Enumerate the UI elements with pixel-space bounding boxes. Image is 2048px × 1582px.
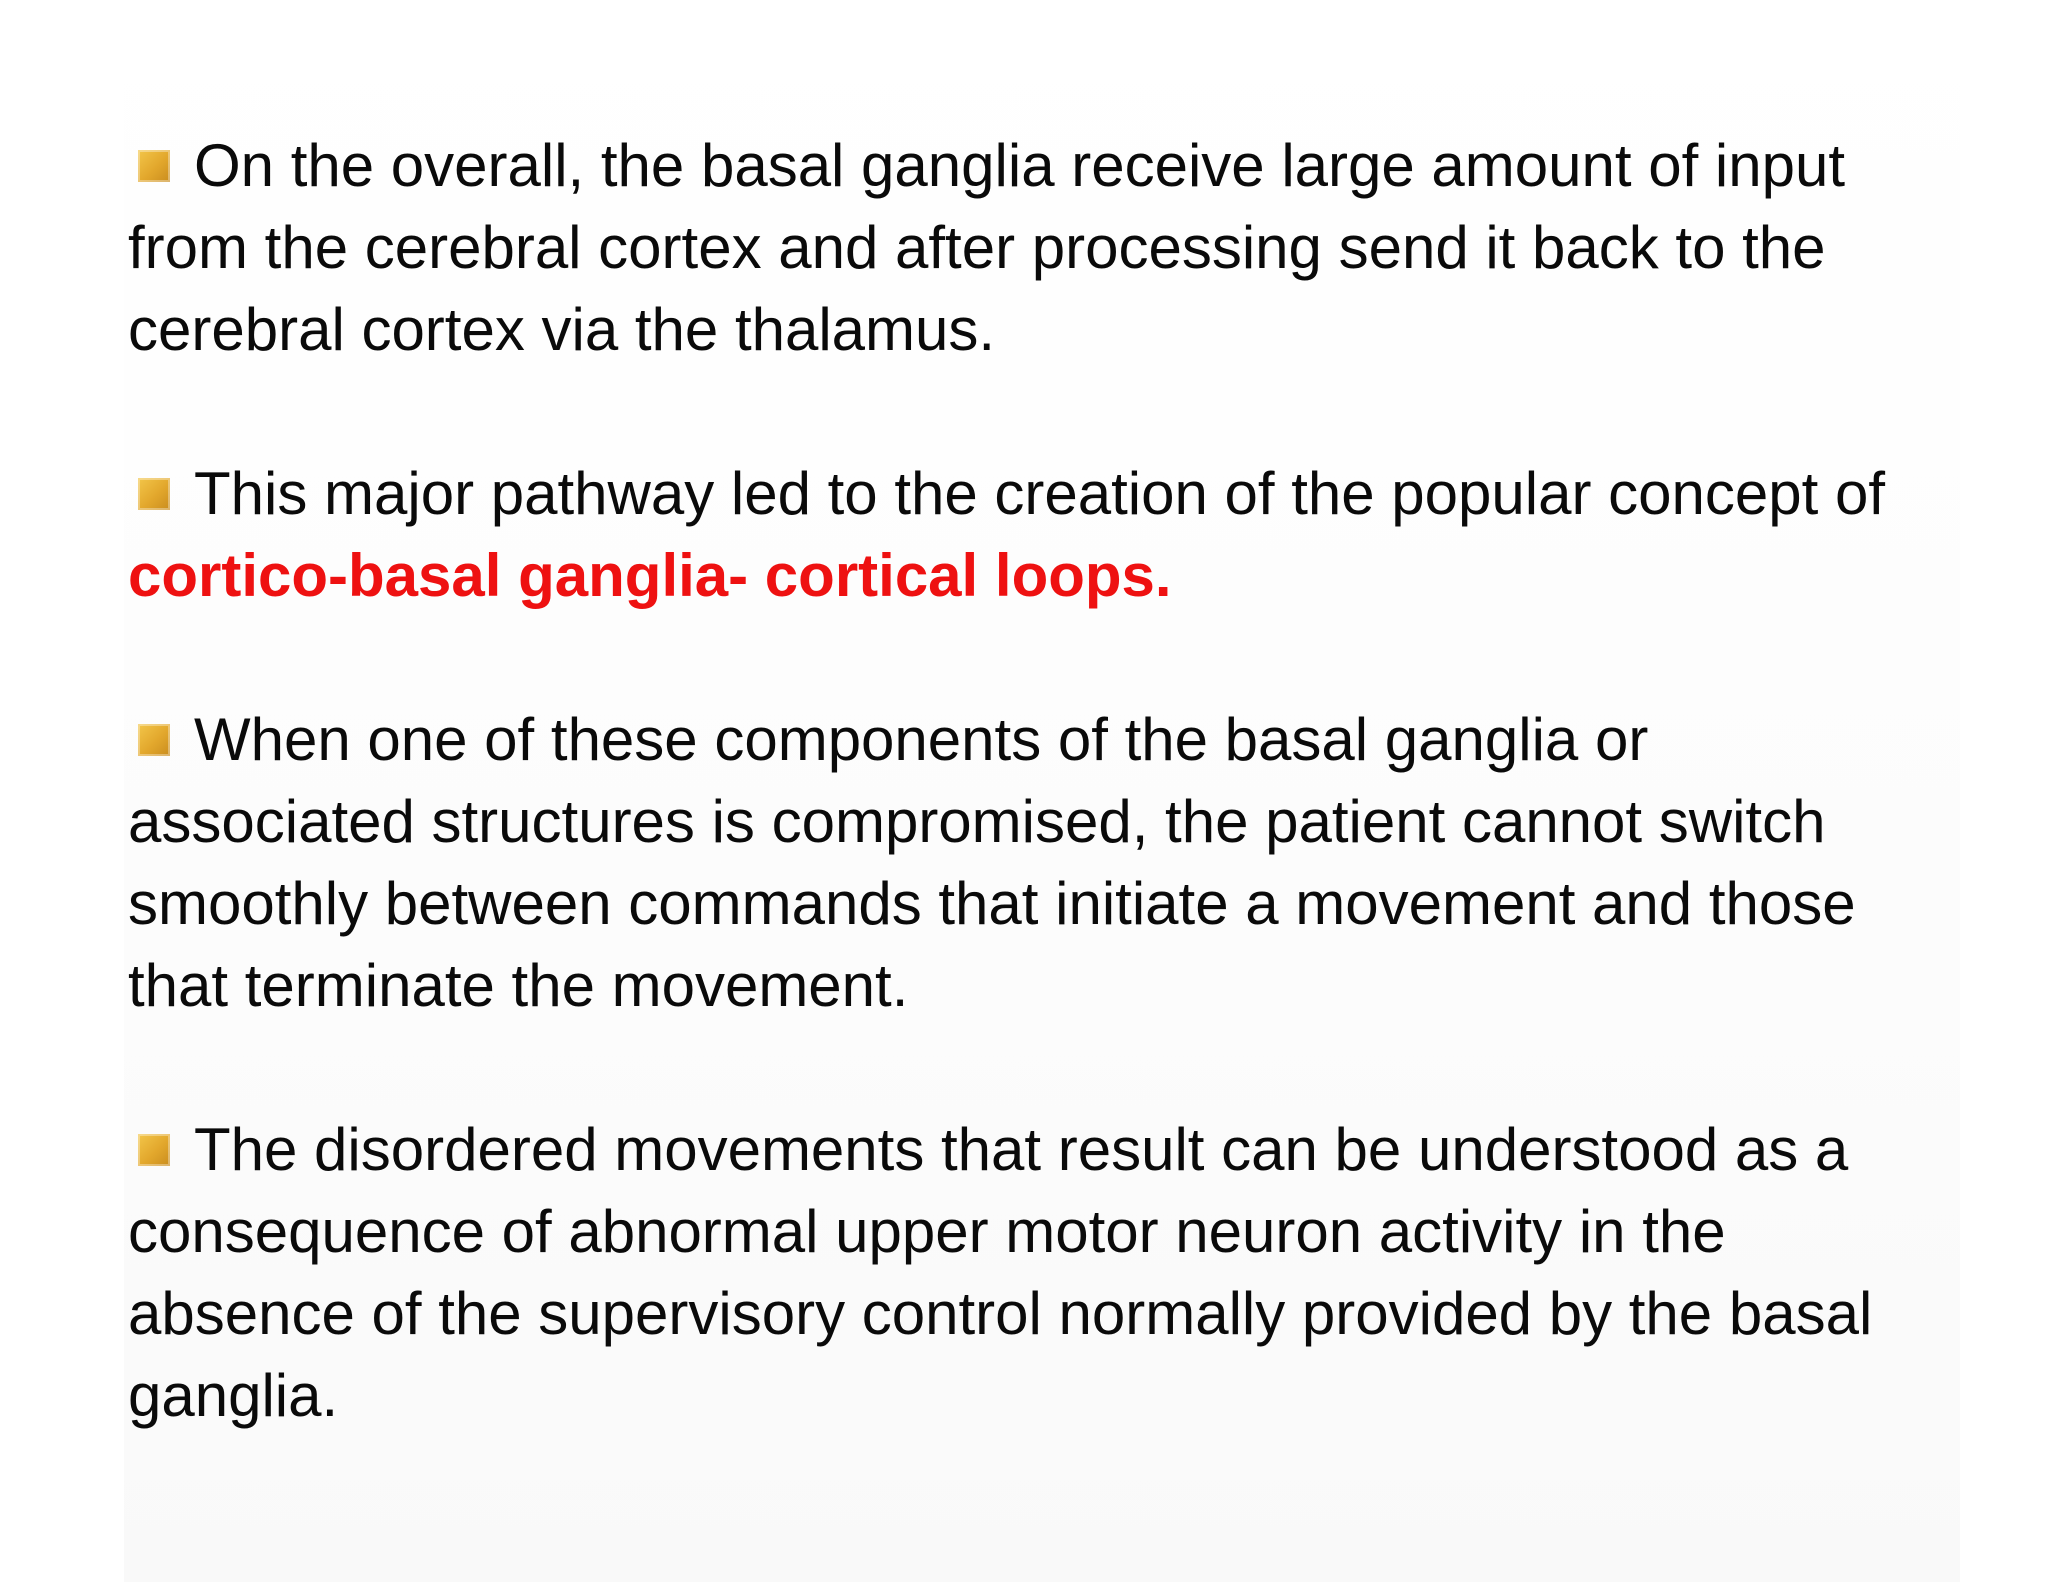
highlighted-term: cortico-basal ganglia- cortical loops.: [128, 542, 1172, 609]
bullet-text-4: The disordered movements that result can be understood as a consequence of abnormal upper motor neuron activity in the absence of the supervisory control normally provided by the basal ganglia.: [128, 1116, 1873, 1429]
slide-content: [128, 125, 1948, 1437]
bullet-item-2: [128, 453, 1948, 617]
square-bullet-icon: [138, 478, 170, 510]
bullet-item-1: [128, 125, 1948, 371]
square-bullet-icon: [138, 724, 170, 756]
bullet-item-3: [128, 699, 1948, 1027]
bullet-text-1: On the overall, the basal ganglia receive large amount of input from the cerebral cortex and after processing send it back to the cerebral cortex via the thalamus.: [128, 132, 1846, 363]
square-bullet-icon: [138, 150, 170, 182]
square-bullet-icon: [138, 1134, 170, 1166]
bullet-text-3: When one of these components of the basal ganglia or associated structures is compromised, the patient cannot switch smoothly between commands that initiate a movement and those that terminate the movement.: [128, 706, 1856, 1019]
bullet-item-4: [128, 1109, 1948, 1437]
bullet-text-2: This major pathway led to the creation of the popular concept of: [194, 460, 1885, 527]
